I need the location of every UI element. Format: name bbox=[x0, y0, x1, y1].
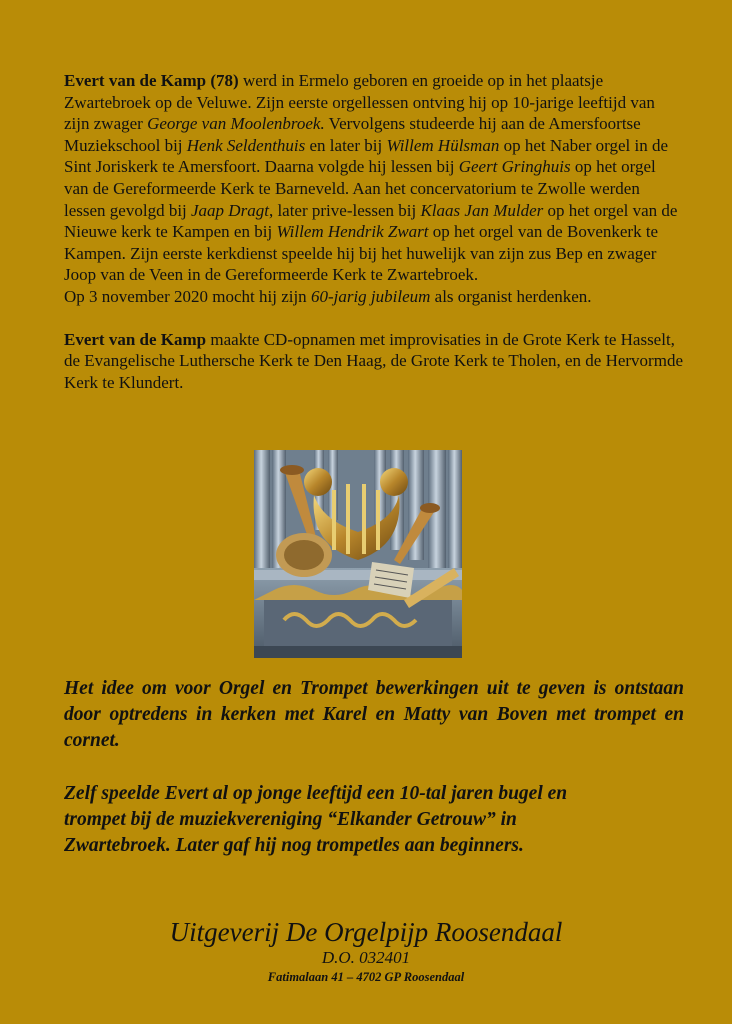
bio-run: Willem Hendrik Zwart bbox=[276, 222, 429, 242]
bio-run: Op 3 november 2020 mocht hij zijn bbox=[64, 286, 311, 306]
story-paragraph-2 bbox=[64, 781, 684, 859]
publisher-name: Uitgeverij De Orgelpijp Roosendaal bbox=[169, 917, 563, 947]
bio-run: op het orgel van de Nieuwe kerk te Kampen en bij bbox=[64, 200, 678, 242]
bio-paragraph-1 bbox=[64, 70, 684, 308]
story-line: Zwartebroek. Later gaf hij nog trompetles aan beginners. bbox=[64, 835, 524, 856]
bio-run: op het Naber orgel in de Sint Joriskerk te Amersfoort. Daarna volgde hij lessen bij bbox=[64, 135, 669, 177]
bio-run: Evert van de Kamp bbox=[64, 329, 207, 349]
publisher-address: Fatimalaan 41 – 4702 GP Roosendaal bbox=[267, 970, 465, 984]
bio-run: Evert van de Kamp (78) bbox=[64, 71, 239, 90]
publication-code: D.O. 032401 bbox=[321, 948, 411, 967]
bio-run: Henk Seldenthuis bbox=[186, 135, 306, 155]
biography bbox=[64, 70, 684, 393]
bio-run: Willem Hülsman bbox=[386, 135, 500, 155]
bio-run: op het orgel van de Gereformeerde Kerk te Barneveld. Aan het concervatorium te Zwolle werden lessen gevolgd bij bbox=[64, 157, 656, 220]
story-line: trompet bij de muziekvereniging “Elkander Getrouw” in bbox=[64, 809, 517, 830]
bio-paragraph-2 bbox=[64, 329, 684, 394]
bio-run: Vervolgens studeerde hij aan de Amersfoortse Muziekschool bij bbox=[64, 114, 641, 155]
story-text bbox=[64, 676, 684, 859]
bio-run: 60-jarig jubileum bbox=[310, 286, 431, 306]
bio-run: Jaap Dragt bbox=[191, 200, 269, 220]
bio-run: als organist herdenken. bbox=[430, 286, 592, 306]
organ-photo bbox=[254, 450, 462, 658]
organ-lyre-ornament-image bbox=[254, 450, 462, 658]
bio-run: Klaas Jan Mulder bbox=[420, 200, 544, 220]
story-paragraph-1: Het idee om voor Orgel en Trompet bewerkingen uit te geven is ontstaan door optredens in kerken met Karel en Matty van Boven met trompet en cornet. bbox=[64, 678, 684, 751]
story-line: Zelf speelde Evert al op jonge leeftijd een 10-tal jaren bugel en bbox=[64, 783, 568, 804]
bio-run: en later bij bbox=[305, 135, 387, 155]
bio-run: maakte CD-opnamen met improvisaties in de Grote Kerk te Hasselt, de Evangelische Luthersche Kerk te Den Haag, de Grote Kerk te Tholen, en de Hervormde Kerk te Klundert. bbox=[64, 329, 683, 392]
bio-run: Geert Gringhuis bbox=[458, 157, 571, 177]
bio-run: werd in Ermelo geboren en groeide op in het plaatsje Zwartebroek op de Veluwe. Zijn eerste orgellessen ontving hij op 10-jarige leeftijd van zijn zwager bbox=[64, 71, 655, 134]
publisher-block bbox=[0, 916, 732, 986]
bio-run: George van Moolenbroek. bbox=[147, 114, 325, 134]
bio-run: , later prive-lessen bij bbox=[268, 200, 421, 220]
bio-run: op het orgel van de Bovenkerk te Kampen. Zijn eerste kerkdienst speelde hij bij het huwelijk van zijn zus Bep en zwager Joop van de Veen in de Gereformeerde Kerk te Zwartebroek. bbox=[64, 222, 659, 285]
